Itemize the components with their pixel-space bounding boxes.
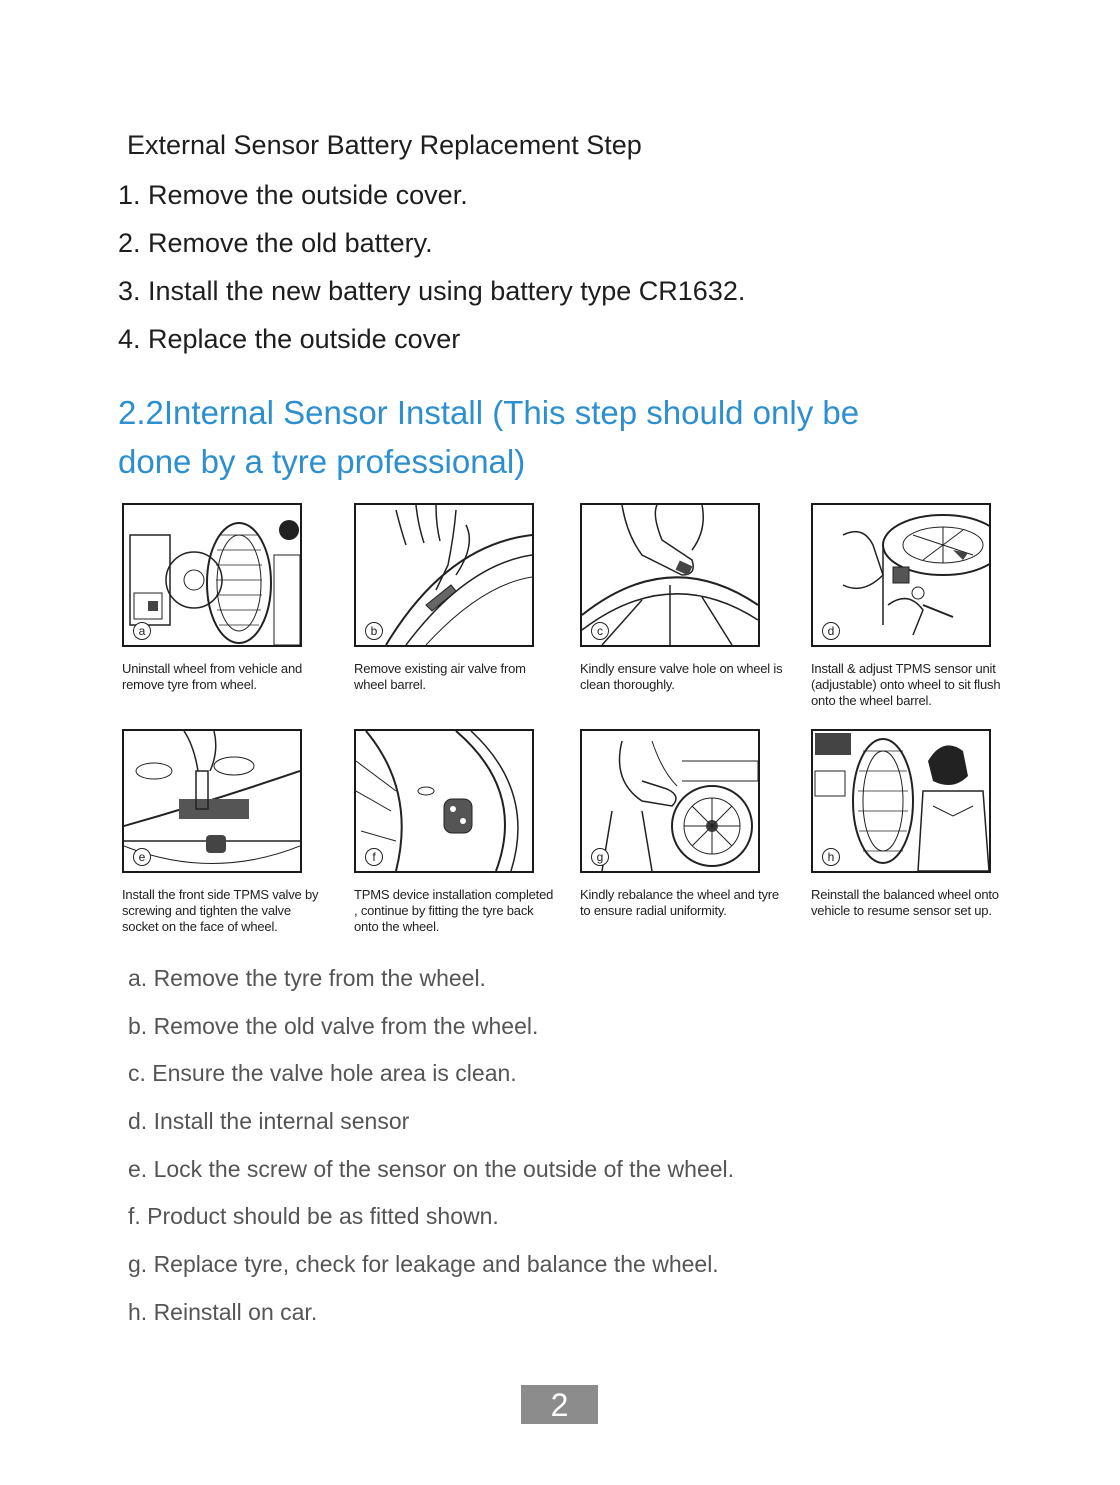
panel-a-caption: Uninstall wheel from vehicle and remove tyre from wheel. — [122, 661, 303, 692]
internal-step-h: h. Reinstall on car. — [128, 1298, 318, 1325]
panel-e-caption: Install the front side TPMS valve by screwing and tighten the valve socket on the face of wheel. — [122, 887, 319, 934]
panel-c-letter: c — [591, 622, 609, 640]
panel-f — [354, 729, 554, 935]
panel-g-caption: Kindly rebalance the wheel and tyre to ensure radial uniformity. — [580, 887, 779, 918]
panel-c-caption: Kindly ensure valve hole on wheel is clean thoroughly. — [580, 661, 783, 692]
page-number: 2 — [521, 1385, 598, 1424]
illustration-f — [354, 729, 534, 873]
panel-e-letter: e — [133, 848, 151, 866]
panel-b-caption: Remove existing air valve from wheel barrel. — [354, 661, 526, 692]
panel-b — [354, 503, 534, 693]
external-steps-list — [118, 171, 745, 363]
illustration-c — [580, 503, 760, 647]
internal-section-title: 2.2Internal Sensor Install (This step should only be done by a tyre professional) — [118, 394, 860, 480]
sensor-fitted-illustration-icon — [356, 731, 532, 871]
external-step-2: 2. Remove the old battery. — [118, 228, 433, 258]
illustration-h — [811, 729, 991, 873]
internal-step-b: b. Remove the old valve from the wheel. — [128, 1012, 539, 1039]
panel-d-letter: d — [822, 622, 840, 640]
external-step-4: 4. Replace the outside cover — [118, 324, 461, 354]
internal-steps-list — [128, 955, 734, 1337]
valve-screw-illustration-icon — [124, 731, 300, 871]
external-step-3: 3. Install the new battery using battery type CR1632. — [118, 276, 746, 306]
illustration-g — [580, 729, 760, 873]
internal-step-f: f. Product should be as fitted shown. — [128, 1203, 499, 1230]
illustration-b — [354, 503, 534, 647]
tyre-changer-illustration-icon — [124, 505, 300, 645]
wheel-balancing-illustration-icon — [582, 731, 758, 871]
wheel-reinstall-illustration-icon — [813, 731, 989, 871]
internal-step-d: d. Install the internal sensor — [128, 1108, 410, 1135]
valve-hole-cleaning-illustration-icon — [582, 505, 758, 645]
internal-step-a: a. Remove the tyre from the wheel. — [128, 965, 486, 991]
panel-a — [122, 503, 302, 693]
sensor-install-illustration-icon — [813, 505, 989, 645]
panel-a-letter: a — [133, 622, 151, 640]
panel-d — [811, 503, 1001, 709]
illustration-d — [811, 503, 991, 647]
external-step-1: 1. Remove the outside cover. — [118, 180, 468, 210]
internal-step-c: c. Ensure the valve hole area is clean. — [128, 1060, 517, 1087]
panel-g-letter: g — [591, 848, 609, 866]
panel-e — [122, 729, 319, 935]
illustration-e — [122, 729, 302, 873]
valve-removal-illustration-icon — [356, 505, 532, 645]
internal-step-g: g. Replace tyre, check for leakage and balance the wheel. — [128, 1251, 719, 1278]
panel-g — [580, 729, 779, 919]
panel-c — [580, 503, 783, 693]
panel-f-caption: TPMS device installation completed , continue by fitting the tyre back onto the wheel. — [354, 887, 554, 934]
panel-h-caption: Reinstall the balanced wheel onto vehicle to resume sensor set up. — [811, 887, 999, 918]
illustration-a — [122, 503, 302, 647]
internal-step-e: e. Lock the screw of the sensor on the outside of the wheel. — [128, 1155, 735, 1182]
panel-b-letter: b — [365, 622, 383, 640]
panel-f-letter: f — [365, 848, 383, 866]
external-section-title: External Sensor Battery Replacement Step — [127, 130, 642, 160]
panel-d-caption: Install & adjust TPMS sensor unit (adjustable) onto wheel to sit flush onto the wheel barrel. — [811, 661, 1001, 708]
panel-h-letter: h — [822, 848, 840, 866]
panel-h — [811, 729, 999, 919]
